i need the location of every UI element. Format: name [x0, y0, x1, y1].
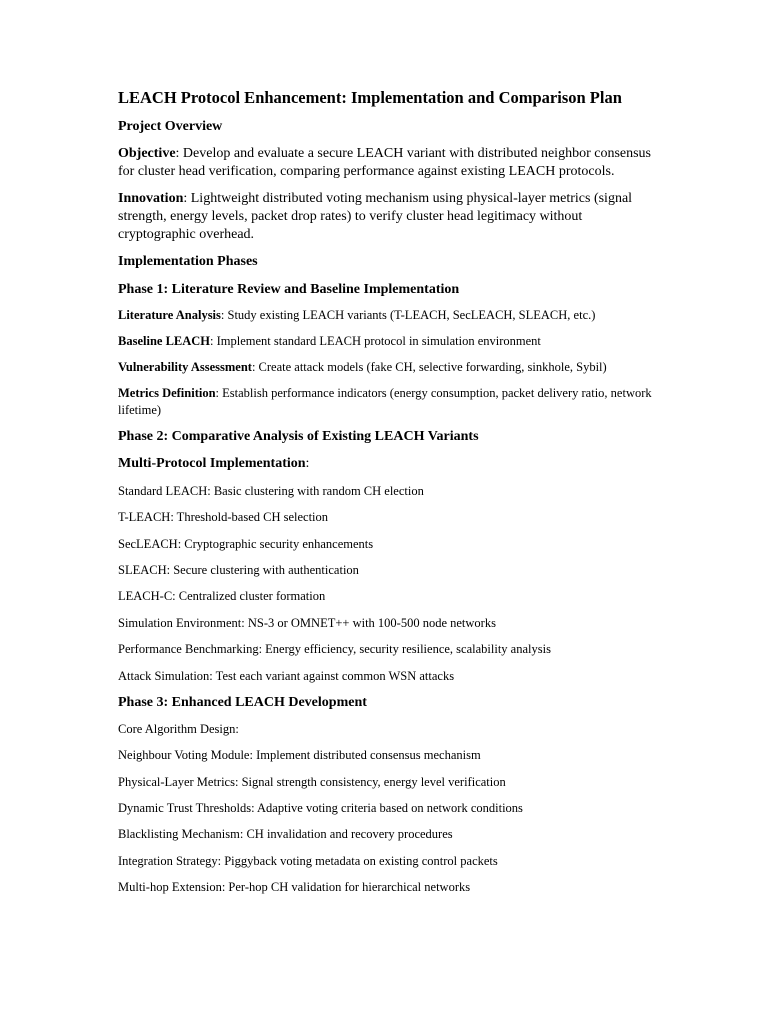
document-page: [118, 88, 658, 906]
multi-protocol-colon: :: [305, 456, 310, 472]
phase3-item: Blacklisting Mechanism: CH invalidation and recovery procedures: [118, 827, 453, 842]
project-overview-heading: Project Overview: [118, 119, 223, 134]
item-label: Vulnerability Assessment: [118, 360, 252, 375]
phase2-item: Attack Simulation: Test each variant against common WSN attacks: [118, 668, 455, 683]
phase3-item: Core Algorithm Design:: [118, 721, 239, 736]
objective-text: : Develop and evaluate a secure LEACH variant with distributed neighbor consensus for cluster head verification, comparing performance against existing LEACH protocols.: [118, 146, 652, 180]
phase2-item: Standard LEACH: Basic clustering with random CH election: [118, 483, 424, 498]
phase1-heading: Phase 1: Literature Review and Baseline Implementation: [118, 282, 460, 298]
item-label: Baseline LEACH: [118, 334, 211, 349]
item-text: : Study existing LEACH variants (T-LEACH, SecLEACH, SLEACH, etc.): [220, 308, 596, 323]
phase2-item: SLEACH: Secure clustering with authentication: [118, 562, 359, 577]
objective-paragraph: [118, 145, 658, 182]
phase2-item: Simulation Environment: NS-3 or OMNET++ with 100-500 node networks: [118, 615, 496, 630]
document-title: LEACH Protocol Enhancement: Implementation and Comparison Plan: [118, 88, 622, 107]
phase3-item: Physical-Layer Metrics: Signal strength consistency, energy level verification: [118, 774, 506, 789]
phase2-heading: Phase 2: Comparative Analysis of Existing LEACH Variants: [118, 429, 479, 445]
item-label: Metrics Definition: [118, 386, 216, 401]
phase1-item-literature-analysis: [118, 307, 658, 324]
phase1-item-vulnerability-assessment: [118, 359, 658, 376]
phase2-item: LEACH-C: Centralized cluster formation: [118, 589, 326, 604]
phase3-item: Dynamic Trust Thresholds: Adaptive voting criteria based on network conditions: [118, 801, 523, 816]
innovation-text: : Lightweight distributed voting mechanism using physical-layer metrics (signal strength, energy levels, packet drop rates) to verify cluster head legitimacy without cryptographic overhead.: [118, 190, 633, 243]
phase3-item: Neighbour Voting Module: Implement distributed consensus mechanism: [118, 748, 481, 763]
item-text: : Establish performance indicators (energy consumption, packet delivery ratio, network lifetime): [118, 386, 652, 418]
innovation-paragraph: [118, 190, 658, 245]
phase3-item: Integration Strategy: Piggyback voting metadata on existing control packets: [118, 853, 498, 868]
item-text: : Implement standard LEACH protocol in simulation environment: [210, 334, 541, 349]
item-text: : Create attack models (fake CH, selective forwarding, sinkhole, Sybil): [251, 360, 607, 375]
phase3-heading: Phase 3: Enhanced LEACH Development: [118, 694, 367, 710]
implementation-phases-heading: Implementation Phases: [118, 254, 258, 270]
objective-label: Objective: [118, 146, 176, 161]
phase2-subheading: [118, 455, 658, 473]
phase2-item: T-LEACH: Threshold-based CH selection: [118, 510, 329, 525]
phase1-item-metrics-definition: [118, 385, 658, 419]
multi-protocol-label: Multi-Protocol Implementation: [118, 456, 306, 472]
phase3-item: Multi-hop Extension: Per-hop CH validation for hierarchical networks: [118, 880, 471, 895]
phase1-item-baseline-leach: [118, 333, 658, 350]
phase2-item: SecLEACH: Cryptographic security enhancements: [118, 536, 374, 551]
phase2-item: Performance Benchmarking: Energy efficiency, security resilience, scalability analysis: [118, 642, 551, 657]
innovation-label: Innovation: [118, 190, 184, 206]
item-label: Literature Analysis: [118, 308, 221, 323]
